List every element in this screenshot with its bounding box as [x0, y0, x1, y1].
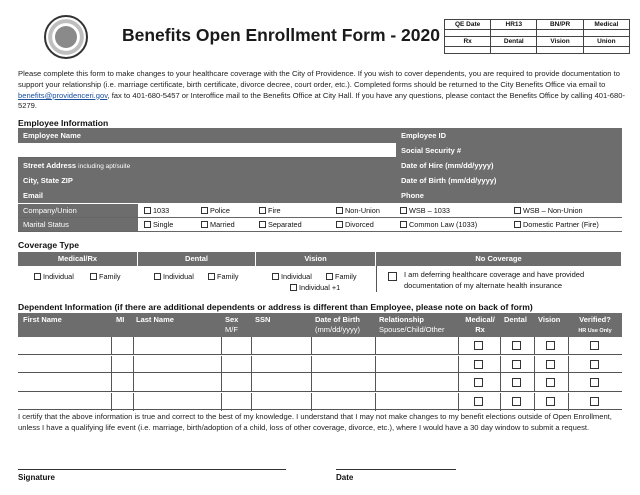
column-divider: [458, 374, 459, 392]
city-state-zip-field[interactable]: [18, 173, 396, 188]
medical-family-option[interactable]: [90, 270, 121, 283]
union-option-1033[interactable]: [144, 204, 169, 217]
dependent-checkbox[interactable]: [546, 360, 555, 369]
dependent-checkbox[interactable]: [474, 341, 483, 350]
union-label: Union: [583, 37, 629, 47]
col-first-name: First Name: [23, 315, 62, 324]
checkbox-icon: [290, 284, 297, 291]
union-option-wsb-1033[interactable]: [400, 204, 450, 217]
checkbox-icon: [34, 273, 41, 280]
col-verified-label: Verified?: [579, 315, 611, 324]
checkbox-icon: [400, 221, 407, 228]
vision-individual-plus-one-option[interactable]: [290, 281, 340, 294]
column-divider: [111, 374, 112, 392]
checkbox-icon: [514, 207, 521, 214]
checkbox-icon: [336, 207, 343, 214]
column-divider: [500, 337, 501, 355]
column-divider: [568, 393, 569, 411]
email-label: Email: [23, 191, 44, 200]
union-option-fire[interactable]: [259, 204, 281, 217]
bnpr-field[interactable]: [537, 30, 583, 37]
marital-option-domestic-partner[interactable]: [514, 218, 599, 231]
column-divider: [375, 356, 376, 374]
coverage-header-medical: Medical/Rx: [18, 252, 138, 266]
dependent-checkbox[interactable]: [474, 378, 483, 387]
date-line[interactable]: [336, 469, 456, 470]
union-field[interactable]: [583, 47, 629, 54]
medical-field[interactable]: [583, 30, 629, 37]
marital-option-separated[interactable]: [259, 218, 302, 231]
intro-paragraph: [18, 69, 630, 112]
intro-text-end: , fax to 401-680-5457 or Interoffice mail to the Benefits Office at City Hall. If you have any questions, please contact the Benefits Office by calling 401-680-5279.: [18, 90, 625, 111]
dependent-checkbox[interactable]: [546, 397, 555, 406]
option-label: Family: [99, 272, 121, 281]
option-label: Married: [210, 220, 235, 229]
option-label: Individual: [43, 272, 74, 281]
option-label: 1033: [153, 206, 170, 215]
column-divider: [311, 337, 312, 355]
email-field[interactable]: [18, 188, 396, 203]
checkbox-icon: [144, 207, 151, 214]
col-medical: [462, 315, 498, 335]
coverage-divider: [376, 266, 377, 292]
union-option-police[interactable]: [201, 204, 230, 217]
column-divider: [375, 374, 376, 392]
col-sex-sub: M/F: [225, 325, 238, 334]
no-coverage-checkbox[interactable]: [388, 272, 397, 281]
city-seal-logo: [44, 15, 88, 59]
option-label: Individual +1: [299, 283, 341, 292]
column-divider: [311, 374, 312, 392]
column-divider: [133, 337, 134, 355]
col-vision: Vision: [538, 315, 561, 324]
dependent-checkbox[interactable]: [512, 378, 521, 387]
column-divider: [500, 393, 501, 411]
dental-family-option[interactable]: [208, 270, 239, 283]
option-label: Non-Union: [345, 206, 380, 215]
checkbox-icon: [90, 273, 97, 280]
dental-individual-option[interactable]: [154, 270, 194, 283]
dependent-row[interactable]: [18, 393, 622, 411]
col-rel-sub: Spouse/Child/Other: [379, 325, 445, 334]
checkbox-icon: [201, 221, 208, 228]
column-divider: [251, 356, 252, 374]
marital-option-single[interactable]: [144, 218, 173, 231]
column-divider: [568, 374, 569, 392]
dependent-row[interactable]: [18, 374, 622, 392]
column-divider: [458, 356, 459, 374]
column-divider: [534, 356, 535, 374]
option-label: Police: [210, 206, 230, 215]
col-mi: MI: [116, 315, 125, 324]
coverage-header-vision: Vision: [256, 252, 376, 266]
col-verified-sub: HR Use Only: [578, 328, 612, 334]
office-use-grid: [444, 19, 630, 54]
coverage-grid: [18, 252, 622, 292]
vision-field[interactable]: [537, 47, 583, 54]
column-divider: [251, 393, 252, 411]
col-last-name: Last Name: [136, 315, 174, 324]
medical-label: Medical: [583, 20, 629, 30]
column-divider: [458, 337, 459, 355]
no-coverage-text: I am deferring healthcare coverage and have provided documentation of my alternate health insurance: [404, 270, 585, 290]
option-label: Domestic Partner (Fire): [523, 220, 599, 229]
column-divider: [251, 374, 252, 392]
column-divider: [221, 374, 222, 392]
checkbox-icon: [259, 221, 266, 228]
checkbox-icon: [259, 207, 266, 214]
column-divider: [568, 337, 569, 355]
dental-field[interactable]: [491, 47, 537, 54]
column-divider: [458, 393, 459, 411]
column-divider: [133, 393, 134, 411]
column-divider: [221, 356, 222, 374]
option-label: Common Law (1033): [409, 220, 478, 229]
column-divider: [111, 337, 112, 355]
employee-name-label: Employee Name: [23, 131, 81, 140]
dependent-checkbox[interactable]: [546, 341, 555, 350]
option-label: Fire: [268, 206, 281, 215]
column-divider: [133, 356, 134, 374]
column-divider: [311, 356, 312, 374]
checkbox-icon: [201, 207, 208, 214]
union-option-wsb-non-union[interactable]: [514, 204, 583, 217]
checkbox-icon: [144, 221, 151, 228]
ssn-field[interactable]: [510, 143, 622, 158]
employee-id-field[interactable]: [510, 128, 622, 143]
dependent-checkbox[interactable]: [590, 397, 599, 406]
col-sex-label: Sex: [225, 315, 239, 324]
dependent-checkbox[interactable]: [546, 378, 555, 387]
column-divider: [251, 337, 252, 355]
col-dob-label: Date of Birth: [315, 315, 360, 324]
ssn-label: Social Security #: [396, 143, 510, 158]
vision-label: Vision: [537, 37, 583, 47]
employee-id-label: Employee ID: [396, 128, 510, 143]
hr13-field[interactable]: [491, 30, 537, 37]
checkbox-icon: [514, 221, 521, 228]
signature-label: Signature: [18, 473, 55, 482]
column-divider: [221, 337, 222, 355]
qe-date-label: QE Date: [445, 20, 491, 30]
col-sex: [225, 315, 238, 335]
dependent-row[interactable]: [18, 356, 622, 374]
street-address-field[interactable]: [18, 158, 396, 173]
street-address-hint: including apt/suite: [78, 163, 131, 170]
dependent-row[interactable]: [18, 337, 622, 355]
street-address-label: Street Address: [23, 161, 77, 170]
dependent-checkbox[interactable]: [474, 360, 483, 369]
column-divider: [111, 393, 112, 411]
col-rel-label: Relationship: [379, 315, 425, 324]
col-dob: [315, 315, 360, 335]
column-divider: [500, 356, 501, 374]
checkbox-icon: [154, 273, 161, 280]
dependent-checkbox[interactable]: [590, 341, 599, 350]
column-divider: [311, 393, 312, 411]
phone-field[interactable]: [510, 188, 622, 203]
birth-date-field[interactable]: [510, 173, 622, 188]
dental-label: Dental: [491, 37, 537, 47]
employee-info-grid: [18, 128, 622, 232]
option-label: Individual: [163, 272, 194, 281]
checkbox-icon: [400, 207, 407, 214]
checkbox-icon: [272, 273, 279, 280]
col-medical-label: Medical/: [465, 315, 495, 324]
dependent-section-title: Dependent Information (if there are additional dependents or address is different than Employee, please note on back of form): [18, 302, 533, 312]
column-divider: [534, 337, 535, 355]
medical-individual-option[interactable]: [34, 270, 74, 283]
column-divider: [534, 374, 535, 392]
marital-option-divorced[interactable]: [336, 218, 374, 231]
dependent-checkbox[interactable]: [512, 397, 521, 406]
marital-option-married[interactable]: [201, 218, 235, 231]
column-divider: [534, 393, 535, 411]
option-label: WSB – 1033: [409, 206, 450, 215]
dependent-checkbox[interactable]: [474, 397, 483, 406]
option-label: Individual: [281, 272, 312, 281]
option-label: Family: [335, 272, 357, 281]
coverage-section-title: Coverage Type: [18, 240, 79, 250]
col-dob-sub: (mm/dd/yyyy): [315, 325, 360, 334]
qe-date-field[interactable]: [445, 30, 491, 37]
column-divider: [568, 356, 569, 374]
option-label: Separated: [268, 220, 302, 229]
col-ssn: SSN: [255, 315, 271, 324]
column-divider: [133, 374, 134, 392]
employee-name-input[interactable]: [18, 143, 396, 158]
dependent-table-header: [18, 313, 622, 337]
option-label: WSB – Non-Union: [523, 206, 583, 215]
dependent-checkbox[interactable]: [590, 360, 599, 369]
dependent-checkbox[interactable]: [512, 341, 521, 350]
col-dental: Dental: [504, 315, 527, 324]
marital-option-common-law[interactable]: [400, 218, 477, 231]
checkbox-icon: [336, 221, 343, 228]
hr13-label: HR13: [491, 20, 537, 30]
dependent-checkbox[interactable]: [590, 378, 599, 387]
coverage-header-no-coverage: No Coverage: [376, 252, 622, 266]
birth-date-label: Date of Birth (mm/dd/yyyy): [396, 173, 510, 188]
column-divider: [375, 337, 376, 355]
column-divider: [375, 393, 376, 411]
employee-section-title: Employee Information: [18, 118, 109, 128]
hire-date-label: Date of Hire (mm/dd/yyyy): [396, 158, 510, 173]
column-divider: [221, 393, 222, 411]
hire-date-field[interactable]: [510, 158, 622, 173]
rx-label: Rx: [445, 37, 491, 47]
form-title: Benefits Open Enrollment Form - 2020: [122, 25, 440, 45]
bnpr-label: BN/PR: [537, 20, 583, 30]
column-divider: [500, 374, 501, 392]
col-relationship: [379, 315, 444, 335]
city-state-zip-label: City, State ZIP: [23, 176, 73, 185]
signature-line[interactable]: [18, 469, 286, 470]
rx-field[interactable]: [445, 47, 491, 54]
checkbox-icon: [208, 273, 215, 280]
col-medical-sub: Rx: [475, 325, 485, 334]
coverage-header-dental: Dental: [138, 252, 256, 266]
benefits-email-link[interactable]: benefits@providenceri.gov: [18, 90, 108, 100]
phone-label: Phone: [396, 188, 510, 203]
option-label: Single: [153, 220, 174, 229]
checkbox-icon: [326, 273, 333, 280]
company-union-label: Company/Union: [18, 204, 138, 217]
employee-name-field[interactable]: [18, 128, 398, 143]
option-label: Family: [217, 272, 239, 281]
option-label: Divorced: [345, 220, 374, 229]
column-divider: [111, 356, 112, 374]
intro-text: Please complete this form to make changes to your healthcare coverage with the City of Providence. If you wish to cover dependents, you are required to provide documentation to support your relationship (i.e. marriage certificate, birth certificate, divorce decree, court order, etc.). Completed forms should be returned to the City Benefits Office via email to: [18, 69, 620, 89]
date-label: Date: [336, 473, 354, 482]
certification-paragraph: I certify that the above information is true and correct to the best of my knowledge. I understand that I may not make changes to my benefit elections outside of Open Enrollment, unless I have a qualifying life event (i.e. marriage, birth/adoption of a child, loss of other coverage, divorce, etc.), where I would have a 30 day window to submit a request.: [18, 412, 612, 432]
dependent-checkbox[interactable]: [512, 360, 521, 369]
col-verified: [571, 315, 619, 336]
union-option-non-union[interactable]: [336, 204, 380, 217]
marital-status-label: Marital Status: [18, 218, 138, 231]
